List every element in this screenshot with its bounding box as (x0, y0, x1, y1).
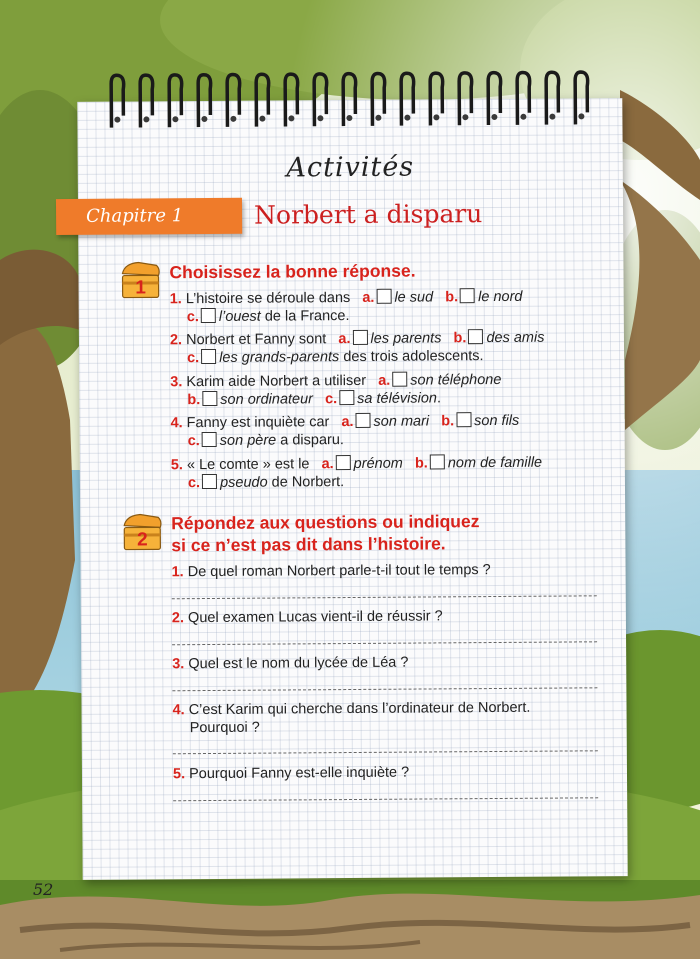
question-1-4-line2: c. son père a disparu. (187, 432, 344, 450)
answer-line-2-5[interactable] (173, 797, 598, 801)
question-1-1: 1. L’histoire se déroule dans a. le sud b. le nord (169, 288, 523, 308)
activity-2-heading-line2: si ce n’est pas dit dans l’histoire. (171, 533, 446, 556)
spiral-binding (77, 66, 622, 130)
checkbox-1-4-c[interactable] (202, 432, 217, 447)
question-2-5: 5. Pourquoi Fanny est-elle inquiète ? (172, 764, 410, 783)
question-1-3: 3. Karim aide Norbert a utiliser a. son téléphone (170, 371, 502, 391)
question-2-4: 4. C’est Karim qui cherche dans l’ordinateur de Norbert. (172, 699, 531, 719)
checkbox-1-2-b[interactable] (468, 329, 483, 344)
question-2-1: 1. De quel roman Norbert parle-t-il tout le temps ? (171, 562, 491, 581)
answer-line-2-4[interactable] (173, 750, 598, 754)
question-1-5: 5. « Le comte » est le a. prénom b. nom de famille (170, 454, 543, 474)
activity-1-heading: Choisissez la bonne réponse. (169, 260, 416, 283)
question-1-2: 2. Norbert et Fanny sont a. les parents b. des amis (169, 329, 545, 349)
activity-2-heading-line1: Répondez aux questions ou indiquez (171, 511, 480, 534)
checkbox-1-3-a[interactable] (392, 372, 407, 387)
question-2-3: 3. Quel est le nom du lycée de Léa ? (172, 654, 409, 673)
checkbox-1-1-a[interactable] (376, 289, 391, 304)
checkbox-1-1-b[interactable] (460, 288, 475, 303)
question-1-3-line2: b. son ordinateur c. sa télévision. (187, 390, 442, 409)
checkbox-1-2-a[interactable] (352, 330, 367, 345)
checkbox-1-2-c[interactable] (201, 349, 216, 364)
checkbox-1-4-b[interactable] (456, 412, 471, 427)
notebook-page (77, 98, 627, 880)
answer-line-2-3[interactable] (172, 687, 597, 691)
chapter-label: Chapitre 1 (86, 205, 184, 227)
page-number: 52 (33, 880, 54, 899)
checkbox-1-5-c[interactable] (202, 474, 217, 489)
checkbox-1-1-c[interactable] (201, 308, 216, 323)
treasure-chest-icon (120, 509, 164, 553)
checkbox-1-5-b[interactable] (430, 454, 445, 469)
page-title: Activités (286, 151, 415, 184)
checkbox-1-3-b[interactable] (202, 391, 217, 406)
question-1-4: 4. Fanny est inquiète car a. son mari b. son fils (170, 412, 520, 432)
treasure-chest-icon (118, 257, 162, 301)
question-1-5-line2: c. pseudo de Norbert. (187, 474, 345, 492)
answer-line-2-1[interactable] (172, 595, 597, 599)
question-1-2-line2: c. les grands-parents des trois adolescents. (187, 348, 484, 367)
activity-number-2: 2 (136, 529, 148, 551)
checkbox-1-4-a[interactable] (355, 413, 370, 428)
chapter-title: Norbert a disparu (253, 199, 483, 230)
question-2-2: 2. Quel examen Lucas vient-il de réussir ? (171, 608, 443, 627)
chapter-tab (56, 198, 242, 235)
question-1-1-line2: c. l’ouest de la France. (186, 308, 350, 326)
checkbox-1-5-a[interactable] (336, 455, 351, 470)
checkbox-1-3-c[interactable] (339, 390, 354, 405)
question-2-4-line2: Pourquoi ? (189, 719, 260, 737)
activity-number-1: 1 (135, 277, 146, 299)
answer-line-2-2[interactable] (172, 641, 597, 645)
